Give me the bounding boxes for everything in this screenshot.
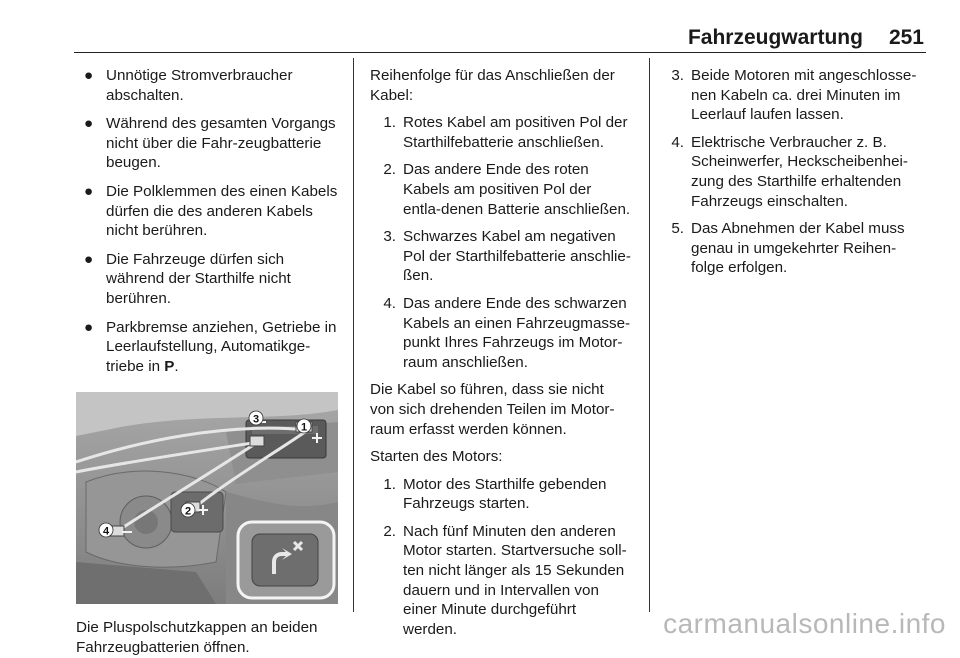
list-item: ● Während des gesamten Vorgangs nicht über die Fahr-zeugbatterie beugen. [84, 115, 336, 172]
page-number: 251 [888, 26, 924, 49]
list-item: 1. Rotes Kabel am positiven Pol der Starthilfebatterie anschließen. [383, 114, 628, 151]
list-item: 2. Nach fünf Minuten den anderen Motor starten. Startversuche soll-ten nicht länger als 15 Sekunden dauern und in Intervallen von einer Minute durchgeführt werden. [383, 522, 627, 638]
gear-position-p: P [164, 357, 175, 375]
engine-start-heading: Starten des Motors: [370, 448, 503, 466]
svg-text:4: 4 [102, 525, 110, 538]
column-divider-1 [353, 58, 354, 612]
section-title: Fahrzeugwartung [687, 26, 863, 49]
cable-routing-note: Die Kabel so führen, dass sie nicht von sich drehenden Teilen im Motor-raum erfasst werden können. [370, 381, 615, 438]
list-item: ● Parkbremse anziehen, Getriebe in Leerlaufstellung, Automatikge-triebe in P. [84, 318, 337, 375]
list-item: ● Die Polklemmen des einen Kabels dürfen die des anderen Kabels nicht berühren. [84, 182, 338, 240]
list-item: 1. Motor des Starthilfe gebenden Fahrzeugs starten. [383, 475, 607, 513]
engine-start-steps [378, 475, 632, 640]
figure-label-2 [181, 503, 195, 518]
list-item: 4. Das andere Ende des schwarzen Kabels an einen Fahrzeugmasse-punkt Ihres Fahrzeugs im Motor-raum anschließen. [383, 294, 631, 371]
column-2 [370, 66, 632, 647]
figure-caption: Die Pluspolschutzkappen an beiden Fahrzeugbatterien öffnen. [76, 619, 318, 656]
bullet-icon: ● [84, 67, 94, 84]
column-1 [76, 66, 338, 658]
column-3 [666, 66, 928, 286]
connection-steps [378, 113, 632, 372]
bullet-icon: ● [84, 250, 94, 268]
list-item: 5. Das Abnehmen der Kabel muss genau in umgekehrter Reihen-folge erfolgen. [671, 220, 905, 277]
bullet-icon: ● [84, 115, 94, 133]
header-rule [74, 52, 926, 53]
precaution-list [76, 66, 338, 376]
watermark: carmanualsonline.info [663, 608, 946, 639]
list-item: 3. Beide Motoren mit angeschlosse-nen Kabeln ca. drei Minuten im Leerlauf laufen lassen. [671, 67, 917, 124]
svg-text:1: 1 [300, 421, 308, 434]
figure-label-3 [249, 411, 263, 426]
continued-steps [666, 66, 928, 278]
figure-label-1 [297, 419, 311, 434]
list-item: ● Unnötige Stromverbraucher abschalten. [84, 67, 293, 104]
column-divider-2 [649, 58, 650, 612]
bullet-icon: ● [84, 182, 94, 200]
bullet-icon: ● [84, 318, 94, 336]
connection-intro: Reihenfolge für das Anschließen der Kabel: [370, 67, 615, 104]
list-item: ● Die Fahrzeuge dürfen sich während der Starthilfe nicht berühren. [84, 250, 291, 307]
svg-text:2: 2 [184, 505, 192, 518]
engine-bay-illustration [76, 392, 338, 604]
engine-bay-figure [76, 392, 338, 604]
list-item: 4. Elektrische Verbraucher z. B. Scheinwerfer, Heckscheibenhei-zung des Starthilfe erhaltenden Fahrzeugs einschalten. [671, 133, 908, 210]
svg-text:3: 3 [252, 413, 260, 426]
figure-label-4 [99, 523, 113, 538]
list-item: 3. Schwarzes Kabel am negativen Pol der Starthilfebatterie anschlie-ßen. [383, 228, 631, 285]
list-item: 2. Das andere Ende des roten Kabels am positiven Pol der entla-denen Batterie anschließen. [383, 161, 631, 218]
page-header [688, 26, 924, 52]
